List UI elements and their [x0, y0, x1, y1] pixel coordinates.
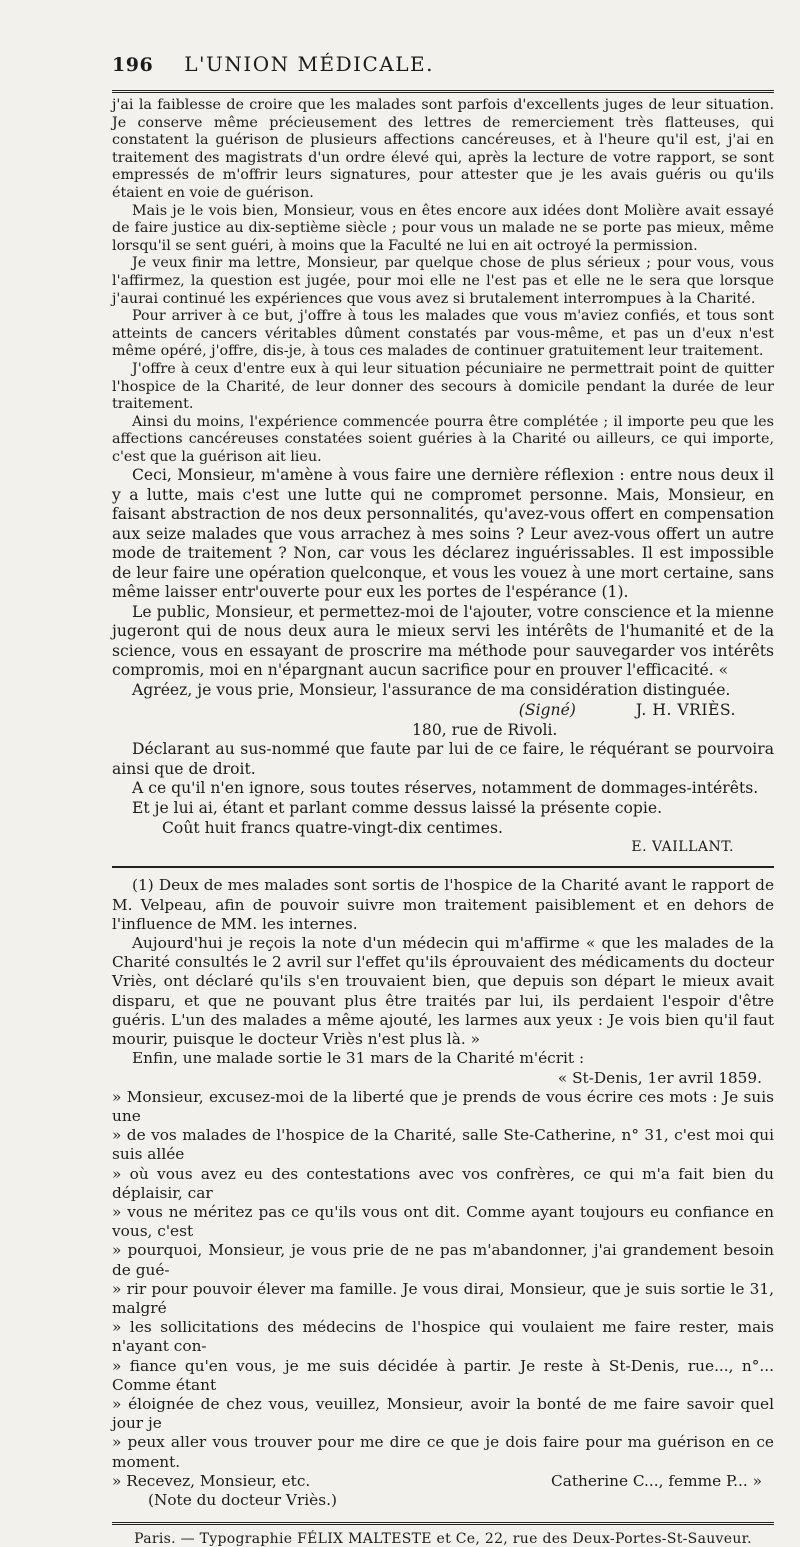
signer-name: J. H. VRIÈS.: [635, 701, 736, 720]
footnote-rule: [112, 866, 774, 868]
letter-paragraph: Ainsi du moins, l'expérience commencée pourra être complétée ; il importe peu que les affections cancéreuses constatées soient guéries à la Charité ou ailleurs, ce qui importe, c'est que la guérison ait lieu.: [112, 413, 774, 465]
quoted-letter-line: » éloignée de chez vous, veuillez, Monsieur, avoir la bonté de me faire savoir quel jour je: [112, 1394, 774, 1433]
quoted-letter-line: » fiance qu'en vous, je me suis décidée à partir. Je reste à St-Denis, rue..., n°... Comme étant: [112, 1356, 774, 1394]
quoted-letter-line: » vous ne méritez pas ce qu'ils vous ont dit. Comme ayant toujours eu confiance en vous, c'est: [112, 1202, 774, 1241]
quoted-letter-line: » pourquoi, Monsieur, je vous prie de ne pas m'abandonner, j'ai grandement besoin de gué-: [112, 1241, 774, 1279]
letter-closing: [112, 1472, 774, 1491]
letter-paragraph: Ceci, Monsieur, m'amène à vous faire une dernière réflexion : entre nous deux il y a lutte, mais c'est une lutte qui ne compromet personne. Mais, Monsieur, en faisant abstraction de nos deux personnalités, qu'avez-vous offert en compensation aux seize malades que vous arrachez à mes soins ? Leur avez-vous offert un autre mode de traitement ? Non, car vous les déclarez inguérissables. Il est impossible de leur faire une opération quelconque, et vous les vouez à une mort certaine, sans même laisser entr'ouverte pour eux les portes de l'espérance (1).: [112, 466, 774, 602]
quoted-letter-line: » rir pour pouvoir élever ma famille. Je vous dirai, Monsieur, que je suis sortie le 31, malgré: [112, 1279, 774, 1317]
letter-dateline: « St-Denis, 1er avril 1859.: [557, 1068, 762, 1087]
running-title: L'UNION MÉDICALE.: [184, 52, 434, 76]
page-number: 196: [112, 54, 154, 76]
header-rule: [112, 90, 774, 93]
footnote-paragraph: Aujourd'hui je reçois la note d'un médecin qui m'affirme « que les malades de la Charité consultés le 2 avril sur l'effet qu'ils éprouvaient des médicaments du docteur Vriès, ont déclaré qu'ils s'en trouvaient bien, que depuis son départ le mieux avait disparu, et que ne pouvant plus être traités par lui, ils perdaient l'espoir d'être guéris. L'un des malades a même ajouté, les larmes aux yeux : Je vois bien qu'il faut mourir, puisque le docteur Vriès n'est plus là. »: [112, 934, 774, 1049]
legal-paragraph: A ce qu'il n'en ignore, sous toutes réserves, notamment de dommages-intérêts.: [132, 779, 759, 798]
footer-rule: [112, 1522, 774, 1525]
footnote-paragraph: Enfin, une malade sortie le 31 mars de la Charité m'écrit :: [132, 1049, 585, 1068]
bailiff-signature: E. VAILLANT.: [631, 839, 734, 856]
signature-line: [112, 700, 774, 720]
closing-salutation: » Recevez, Monsieur, etc.: [112, 1471, 311, 1490]
quoted-letter-line: » Monsieur, excusez-moi de la liberté que je prends de vous écrire ces mots : Je suis une: [112, 1087, 774, 1125]
page-header: [112, 52, 774, 82]
letter-paragraph: Mais je le vois bien, Monsieur, vous en êtes encore aux idées dont Molière avait essayé de faire justice au dix-septième siècle ; pour vous un malade ne se porte pas mieux, même lorsqu'il se sent guéri, à moins que la Faculté ne lui en ait octroyé la permission.: [112, 202, 774, 254]
signer-address: 180, rue de Rivoli.: [412, 721, 558, 740]
closing-signature: Catherine C..., femme P... »: [551, 1471, 762, 1490]
letter-paragraph: j'ai la faiblesse de croire que les malades sont parfois d'excellents juges de leur situation. Je conserve même précieusement des lettres de remerciement très flatteuses, qui constatent la guérison de plusieurs affections cancéreuses, et à l'heure qu'il est, j'ai en traitement des magistrats d'un ordre élevé qui, après la lecture de votre rapport, se sont empressés de m'offrir leurs signatures, pour attester que je les avais guéris ou qu'ils étaient en voie de guérison.: [112, 97, 774, 201]
letter-paragraph: Agréez, je vous prie, Monsieur, l'assurance de ma considération distinguée.: [132, 680, 731, 699]
quoted-letter-line: » de vos malades de l'hospice de la Charité, salle Ste-Catherine, n° 31, c'est moi qui suis allée: [112, 1126, 774, 1164]
signed-label: (Signé): [518, 701, 576, 720]
letter-paragraph: Pour arriver à ce but, j'offre à tous les malades que vous m'aviez confiés, et tous sont atteints de cancers véritables dûment constatés par vous-même, et pas un d'eux n'est même opéré, j'offre, dis-je, à tous ces malades de continuer gratuitement leur traitement.: [112, 308, 774, 360]
printer-footer: Paris. — Typographie FÉLIX MALTESTE et Ce, 22, rue des Deux-Portes-St-Sauveur.: [134, 1531, 752, 1547]
legal-paragraph: Et je lui ai, étant et parlant comme dessus laissé la présente copie.: [132, 798, 663, 817]
letter-paragraph: Le public, Monsieur, et permettez-moi de l'ajouter, votre conscience et la mienne jugeront qui de nous deux aura le mieux servi les intérêts de l'humanité et de la science, vous en essayant de proscrire ma méthode pour sauvegarder vos intérêts compromis, moi en n'épargnant aucun sacrifice pour en prouver l'efficacité. «: [112, 602, 774, 680]
letter-body: [112, 97, 774, 856]
letter-paragraph: J'offre à ceux d'entre eux à qui leur situation pécuniaire ne permettrait point de quitter l'hospice de la Charité, de leur donner des secours à domicile pendant la durée de leur traitement.: [112, 360, 774, 413]
letter-paragraph: Je veux finir ma lettre, Monsieur, par quelque chose de plus sérieux ; pour vous, vous l'affirmez, la question est jugée, pour moi elle ne l'est pas et elle ne le sera que lorsque j'aurai continué les expériences que vous avez si brutalement interrompues à la Charité.: [112, 255, 774, 307]
quoted-letter-line: » les sollicitations des médecins de l'hospice qui voulaient me faire rester, mais n'ayant con-: [112, 1318, 774, 1356]
cost-line: Coût huit francs quatre-vingt-dix centimes.: [162, 819, 503, 838]
legal-paragraph: Déclarant au sus-nommé que faute par lui de ce faire, le réquérant se pourvoira ainsi que de droit.: [112, 740, 774, 778]
footnote-block: [112, 876, 774, 1510]
closing-note: (Note du docteur Vriès.): [148, 1490, 337, 1509]
footnote-paragraph: (1) Deux de mes malades sont sortis de l'hospice de la Charité avant le rapport de M. Velpeau, afin de pouvoir suivre mon traitement paisiblement et en dehors de l'influence de MM. les internes.: [112, 876, 774, 933]
quoted-letter-line: » où vous avez eu des contestations avec vos confrères, ce qui m'a fait bien du déplaisir, car: [112, 1164, 774, 1202]
quoted-letter-line: » peux aller vous trouver pour me dire ce que je dois faire pour ma guérison en ce moment.: [112, 1433, 774, 1471]
